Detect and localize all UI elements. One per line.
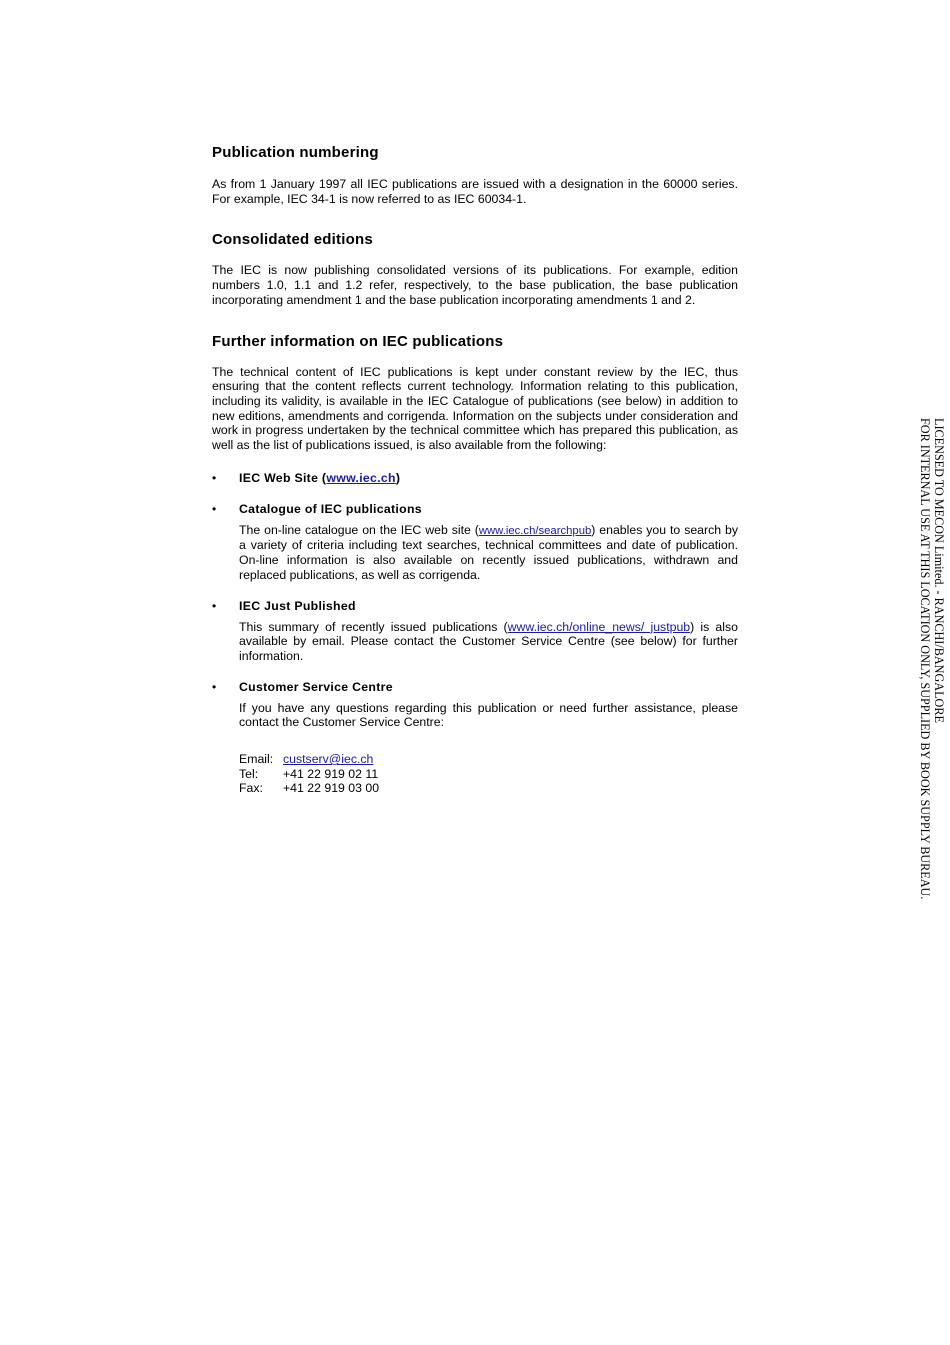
license-notice-line-1: LICENSED TO MECON Limited. - RANCHI/BANGALORE <box>932 418 946 723</box>
fax-row <box>239 781 738 796</box>
customer-service-title: Customer Service Centre <box>239 679 393 694</box>
searchpub-link[interactable]: www.iec.ch/searchpub <box>478 524 592 537</box>
list-item-just-published <box>212 598 738 664</box>
tel-label: Tel: <box>239 766 259 781</box>
just-published-title: IEC Just Published <box>239 598 356 613</box>
email-link[interactable]: custserv@iec.ch <box>283 752 374 767</box>
contact-details <box>239 752 738 796</box>
web-site-title: IEC Web Site (www.iec.ch) <box>239 470 401 485</box>
license-notice-line-2: FOR INTERNAL USE AT THIS LOCATION ONLY, SUPPLIED BY BOOK SUPPLY BUREAU. <box>918 418 933 900</box>
paragraph-further-information: The technical content of IEC publications is kept under constant review by the IEC, thus ensuring that the content reflects current technology. Information relating to this publication, including its validity, is available in the IEC Catalogue of publications (see below) in addition to new editions, amendments and corrigenda. Information on the subjects under consideration and work in progress undertaken by the technical committee which has prepared this publication, as well as the list of publications issued, is also available from the following: <box>212 364 738 453</box>
heading-further-information: Further information on IEC publications <box>212 332 504 350</box>
list-item-catalogue <box>212 501 738 583</box>
list-item-customer-service <box>212 679 738 797</box>
email-row <box>239 752 738 767</box>
document-content <box>212 143 738 796</box>
catalogue-title: Catalogue of IEC publications <box>239 501 422 516</box>
license-notice <box>918 418 945 899</box>
heading-consolidated-editions: Consolidated editions <box>212 231 373 249</box>
fax-number: +41 22 919 03 00 <box>283 781 380 796</box>
bullet-icon: • <box>212 598 217 613</box>
email-label: Email: <box>239 752 274 767</box>
bullet-icon: • <box>212 501 217 516</box>
tel-row <box>239 767 738 782</box>
tel-number: +41 22 919 02 11 <box>283 766 379 781</box>
list-item-web-site <box>212 470 738 486</box>
customer-service-text: If you have any questions regarding this publication or need further assistance, please contact the Customer Service Centre: <box>239 700 738 730</box>
justpub-link[interactable]: www.iec.ch/online_news/ justpub <box>507 619 691 634</box>
bullet-icon: • <box>212 679 217 694</box>
bullet-icon: • <box>212 470 217 485</box>
catalogue-text: The on-line catalogue on the IEC web site (www.iec.ch/searchpub) enables you to search by a variety of criteria including text searches, technical committees and date of publication. On-line information is also available on recently issued publications, withdrawn and replaced publications, as well as corrigenda. <box>239 522 739 582</box>
paragraph-consolidated-editions: The IEC is now publishing consolidated versions of its publications. For example, edition numbers 1.0, 1.1 and 1.2 refer, respectively, to the base publication, the base publication incorporating amendment 1 and the base publication incorporating amendments 1 and 2. <box>212 263 738 307</box>
iec-web-site-link[interactable]: www.iec.ch <box>326 470 396 485</box>
paragraph-publication-numbering: As from 1 January 1997 all IEC publications are issued with a designation in the 60000 series. For example, IEC 34-1 is now referred to as IEC 60034-1. <box>212 177 738 206</box>
just-published-text: This summary of recently issued publications (www.iec.ch/online_news/ justpub) is also available by email. Please contact the Customer Service Centre (see below) for further information. <box>239 619 738 663</box>
heading-publication-numbering: Publication numbering <box>212 144 379 161</box>
fax-label: Fax: <box>239 781 263 796</box>
